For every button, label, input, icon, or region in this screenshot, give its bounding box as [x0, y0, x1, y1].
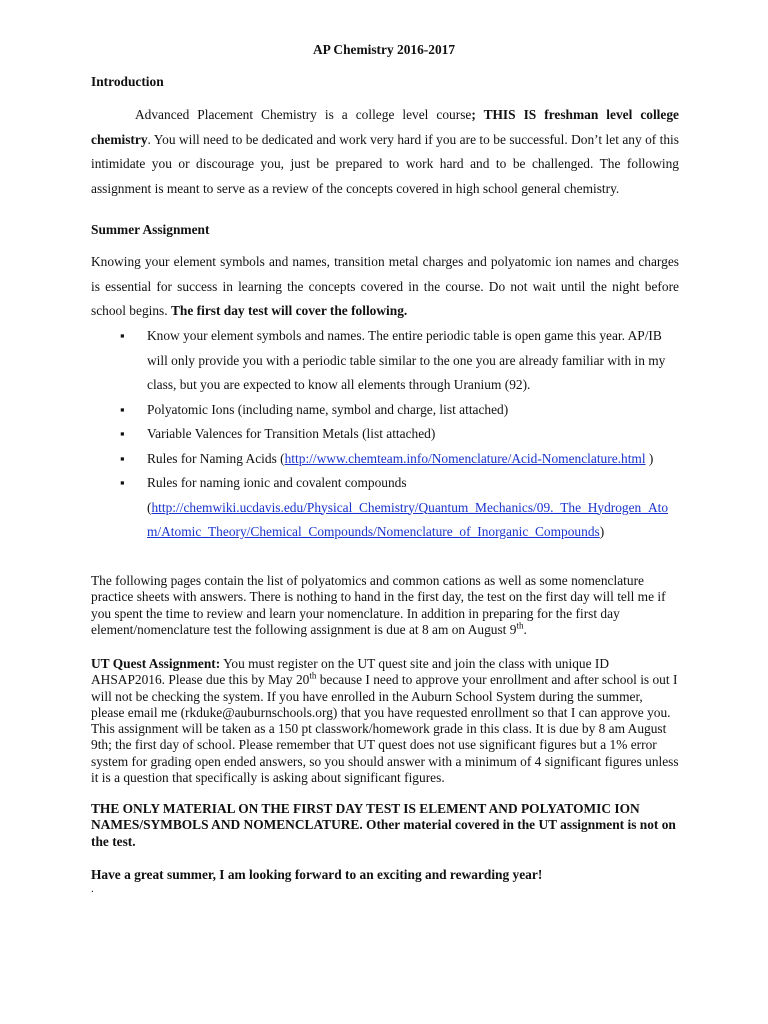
- list-item-text: Rules for naming ionic and covalent compounds: [147, 475, 407, 490]
- list-item: [120, 398, 680, 423]
- acid-nomenclature-link[interactable]: http://www.chemteam.info/Nomenclature/Acid-Nomenclature.html: [284, 450, 646, 466]
- ut-quest-text-rest: because I need to approve your enrollment and after school is out I will not be checking the system. If you have enrolled in the Auburn School System during the summer, please email me (rkduke@auburnschools.org) that you have requested enrollment so that I can approve you. This assignment will be taken as a 150 pt classwork/homework grade in this class. It is due by 8 am August 9th; the first day of school. Please remember that UT quest does not use significant figures but a 1% error system for grading open ended answers, so you should answer with a minimum of 4 significant figures unless it is a question that specifically is asking about significant figures.: [91, 672, 679, 786]
- list-item-text: (: [147, 499, 152, 515]
- list-item: [120, 447, 680, 472]
- list-item: [120, 324, 680, 398]
- test-notice: THE ONLY MATERIAL ON THE FIRST DAY TEST IS ELEMENT AND POLYATOMIC ION NAMES/SYMBOLS AND NOMENCLATURE. Other material covered in the UT assignment is not on the test.: [91, 801, 676, 849]
- topics-list: [120, 324, 680, 545]
- superscript: th: [516, 620, 524, 631]
- list-item-text: Rules for Naming Acids (: [147, 450, 285, 466]
- intro-heading: Introduction: [91, 74, 164, 89]
- list-item-text: ): [645, 450, 654, 466]
- intro-paragraph: [91, 103, 679, 201]
- superscript: th: [309, 670, 317, 681]
- summer-emphasis: The first day test will cover the following.: [170, 303, 408, 318]
- intro-text-rest: . You will need to be dedicated and work very hard if you are to be successful. Don’t let any of this intimidate you or discourage you, just be prepared to work hard and to be challenged. The following assignment is meant to serve as a review of the concepts covered in high school general chemistry.: [91, 131, 679, 196]
- inorganic-nomenclature-link[interactable]: http://chemwiki.ucdavis.edu/Physical_Chemistry/Quantum_Mechanics/09._The_Hydrogen_Atom/Atomic_Theory/Chemical_Compounds/Nomenclature_of_Inorganic_Compounds: [147, 499, 669, 539]
- page-title: AP Chemistry 2016-2017: [312, 42, 456, 57]
- ut-quest-text: You must register on the UT quest site and join the class with unique ID AHSAP2016. Please due this by May 20: [91, 656, 610, 688]
- ut-quest-label: UT Quest Assignment:: [91, 656, 221, 671]
- following-end: .: [523, 621, 527, 637]
- following-paragraph: [91, 573, 679, 638]
- list-item-text: Polyatomic Ions (including name, symbol and charge, list attached): [147, 401, 509, 417]
- list-item-text: ): [599, 524, 605, 539]
- intro-emphasis: ; THIS IS freshman level college chemistry: [91, 107, 679, 147]
- list-item: [120, 422, 680, 447]
- ut-quest-paragraph: [91, 656, 679, 786]
- summer-heading: Summer Assignment: [91, 222, 210, 237]
- summer-paragraph: [91, 250, 679, 324]
- list-item-text: Variable Valences for Transition Metals (list attached): [147, 426, 436, 441]
- closing-line: Have a great summer, I am looking forward to an exciting and rewarding year!: [91, 867, 543, 882]
- list-item: [120, 471, 680, 545]
- following-text: The following pages contain the list of polyatomics and common cations as well as some nomenclature practice sheets with answers. There is nothing to hand in the first day, the test on the first day will tell me if you spent the time to review and learn your nomenclature. In addition in preparing for the first day element/nomenclature test the following assignment is due at 8 am on August 9: [91, 573, 666, 637]
- list-item-text: Know your element symbols and names. The entire periodic table is open game this year. AP/IB will only provide you with a periodic table similar to the one you are already familiar with in my class, but you are expected to know all elements through Uranium (92).: [147, 328, 666, 392]
- intro-text: Advanced Placement Chemistry is a college level course: [135, 107, 472, 122]
- summer-text: Knowing your element symbols and names, transition metal charges and polyatomic ion names and charges is essential for success in learning the concepts covered in the course. Do not wait until the night before school begins.: [91, 254, 679, 318]
- trailing-period: .: [91, 883, 94, 895]
